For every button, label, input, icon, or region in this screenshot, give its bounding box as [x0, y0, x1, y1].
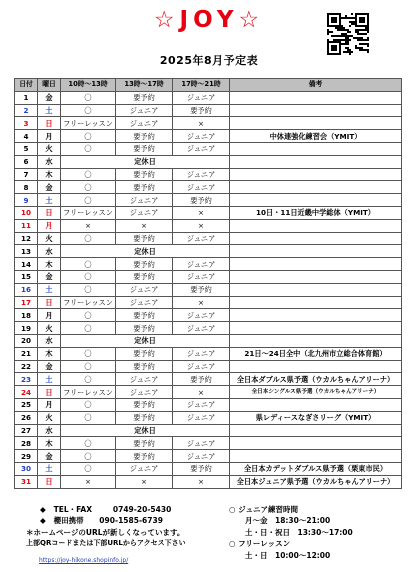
weekday-cell: 火	[38, 322, 61, 335]
table-row	[15, 168, 402, 181]
weekday-cell: 火	[38, 232, 61, 245]
weekday-cell: 金	[38, 91, 61, 104]
slot-morning-cell: フリーレッスン	[61, 296, 116, 309]
date-cell: 5	[15, 142, 38, 155]
date-cell: 13	[15, 245, 38, 258]
slot-afternoon-cell: 要予約	[116, 142, 173, 155]
slot-morning-cell: ×	[61, 475, 116, 488]
table-row	[15, 130, 402, 143]
slot-evening-cell: 要予約	[173, 194, 230, 207]
date-cell: 6	[15, 155, 38, 168]
slot-morning-cell: ×	[61, 219, 116, 232]
table-row	[15, 334, 402, 347]
date-cell: 27	[15, 424, 38, 437]
slot-morning-cell: 〇	[61, 411, 116, 424]
note-cell	[230, 309, 402, 322]
note-cell	[230, 155, 402, 168]
table-row	[15, 219, 402, 232]
weekday-cell: 日	[38, 206, 61, 219]
slot-morning-cell: 〇	[61, 373, 116, 386]
closed-day-cell: 定休日	[61, 334, 230, 347]
slot-evening-cell: ジュニア	[173, 258, 230, 271]
slot-afternoon-cell: 要予約	[116, 437, 173, 450]
junior-weekday-time: 月〜金 18:30〜21:00	[245, 516, 331, 526]
note-cell	[230, 258, 402, 271]
note-cell: 中体連強化練習会（YMIT）	[230, 130, 402, 143]
note-cell	[230, 450, 402, 463]
slot-evening-cell: ジュニア	[173, 398, 230, 411]
practice-times	[229, 504, 353, 561]
weekday-cell: 木	[38, 258, 61, 271]
slot-afternoon-cell: 要予約	[116, 258, 173, 271]
junior-practice-title: ○ ジュニア練習時間	[229, 505, 299, 514]
weekday-cell: 水	[38, 424, 61, 437]
slot-evening-cell: ジュニア	[173, 91, 230, 104]
slot-evening-cell: ×	[173, 475, 230, 488]
note-cell	[230, 360, 402, 373]
table-row	[15, 411, 402, 424]
note-cell	[230, 296, 402, 309]
weekday-cell: 月	[38, 309, 61, 322]
slot-afternoon-cell: ジュニア	[116, 386, 173, 399]
slot-morning-cell: 〇	[61, 398, 116, 411]
table-row	[15, 386, 402, 399]
slot-afternoon-cell: ジュニア	[116, 283, 173, 296]
table-row	[15, 424, 402, 437]
slot-evening-cell: ×	[173, 386, 230, 399]
table-row	[15, 398, 402, 411]
weekday-cell: 日	[38, 475, 61, 488]
note-cell: 21日〜24日全中（北九州市立総合体育館）	[230, 347, 402, 360]
date-cell: 21	[15, 347, 38, 360]
date-cell: 31	[15, 475, 38, 488]
contact-info	[26, 504, 186, 550]
slot-evening-cell: 要予約	[173, 462, 230, 475]
contact-tel: ◆ TEL・FAX 0749-20-5430	[40, 505, 172, 514]
page-title: ☆JOY☆	[153, 7, 265, 33]
slot-morning-cell: 〇	[61, 450, 116, 463]
date-cell: 26	[15, 411, 38, 424]
note-cell	[230, 142, 402, 155]
note-cell	[230, 168, 402, 181]
note-cell	[230, 322, 402, 335]
slot-evening-cell: ×	[173, 117, 230, 130]
table-row	[15, 181, 402, 194]
slot-afternoon-cell: ×	[116, 475, 173, 488]
note-cell	[230, 194, 402, 207]
table-row	[15, 91, 402, 104]
slot-evening-cell: ジュニア	[173, 142, 230, 155]
date-cell: 29	[15, 450, 38, 463]
slot-evening-cell: ジュニア	[173, 181, 230, 194]
note-cell	[230, 424, 402, 437]
slot-morning-cell: 〇	[61, 181, 116, 194]
note-cell	[230, 334, 402, 347]
date-cell: 14	[15, 258, 38, 271]
date-cell: 12	[15, 232, 38, 245]
slot-afternoon-cell: ×	[116, 219, 173, 232]
schedule-subtitle: 2025年8月予定表	[159, 54, 259, 67]
slot-afternoon-cell: ジュニア	[116, 296, 173, 309]
note-cell: 全日本ダブルス県予選（ウカルちゃんアリーナ）	[230, 373, 402, 386]
weekday-cell: 土	[38, 283, 61, 296]
slot-evening-cell: ジュニア	[173, 347, 230, 360]
note-cell	[230, 117, 402, 130]
slot-afternoon-cell: 要予約	[116, 398, 173, 411]
date-cell: 9	[15, 194, 38, 207]
weekday-cell: 金	[38, 181, 61, 194]
note-cell: 全日本ジュニア県予選（ウカルちゃんアリーナ）	[230, 475, 402, 488]
slot-afternoon-cell: 要予約	[116, 450, 173, 463]
slot-morning-cell: フリーレッスン	[61, 386, 116, 399]
table-row	[15, 437, 402, 450]
date-cell: 8	[15, 181, 38, 194]
slot-afternoon-cell: 要予約	[116, 232, 173, 245]
slot-afternoon-cell: 要予約	[116, 168, 173, 181]
weekday-cell: 月	[38, 219, 61, 232]
weekday-cell: 日	[38, 386, 61, 399]
table-row	[15, 117, 402, 130]
slot-morning-cell: フリーレッスン	[61, 206, 116, 219]
slot-evening-cell: ×	[173, 219, 230, 232]
note-cell	[230, 104, 402, 117]
weekday-cell: 木	[38, 168, 61, 181]
contact-mobile: ◆ 櫻田携帯 090-1585-6739	[40, 516, 163, 526]
date-cell: 18	[15, 309, 38, 322]
table-row	[15, 450, 402, 463]
weekday-cell: 火	[38, 411, 61, 424]
weekday-cell: 金	[38, 270, 61, 283]
weekday-cell: 水	[38, 155, 61, 168]
table-row	[15, 104, 402, 117]
weekday-cell: 土	[38, 373, 61, 386]
slot-morning-cell: 〇	[61, 283, 116, 296]
date-cell: 16	[15, 283, 38, 296]
slot-morning-cell: 〇	[61, 168, 116, 181]
note-cell	[230, 245, 402, 258]
schedule-table	[14, 78, 402, 489]
slot-evening-cell: ジュニア	[173, 168, 230, 181]
date-cell: 17	[15, 296, 38, 309]
slot-afternoon-cell: ジュニア	[116, 117, 173, 130]
qr-code-icon[interactable]	[327, 13, 369, 55]
slot-evening-cell: 要予約	[173, 373, 230, 386]
note-cell	[230, 283, 402, 296]
header-weekday: 曜日	[38, 79, 61, 92]
note-cell	[230, 219, 402, 232]
table-row	[15, 360, 402, 373]
junior-weekend-time: 土・日・祝日 13:30〜17:00	[245, 527, 353, 537]
table-row	[15, 373, 402, 386]
note-cell	[230, 232, 402, 245]
weekday-cell: 金	[38, 450, 61, 463]
date-cell: 1	[15, 91, 38, 104]
slot-morning-cell: 〇	[61, 270, 116, 283]
date-cell: 30	[15, 462, 38, 475]
note-cell	[230, 270, 402, 283]
table-row	[15, 142, 402, 155]
slot-morning-cell: 〇	[61, 322, 116, 335]
note-cell	[230, 181, 402, 194]
header-evening: 17時〜21時	[173, 79, 230, 92]
table-row	[15, 258, 402, 271]
slot-afternoon-cell: 要予約	[116, 91, 173, 104]
slot-afternoon-cell: ジュニア	[116, 104, 173, 117]
homepage-link[interactable]: https://joy-hikone.shopinfo.jp/	[39, 557, 129, 564]
qr-notice: 上部QRコードまたは下部URLからアクセス下さい	[26, 539, 186, 548]
weekday-cell: 土	[38, 104, 61, 117]
date-cell: 15	[15, 270, 38, 283]
note-cell: 県レディースなぎさリーグ（YMIT）	[230, 411, 402, 424]
slot-morning-cell: 〇	[61, 437, 116, 450]
slot-morning-cell: 〇	[61, 360, 116, 373]
note-cell: 全日本カデットダブルス県予選（栗東市民）	[230, 462, 402, 475]
date-cell: 7	[15, 168, 38, 181]
table-row	[15, 206, 402, 219]
slot-afternoon-cell: ジュニア	[116, 373, 173, 386]
slot-evening-cell: ジュニア	[173, 322, 230, 335]
slot-evening-cell: ジュニア	[173, 437, 230, 450]
slot-evening-cell: 要予約	[173, 283, 230, 296]
slot-afternoon-cell: 要予約	[116, 309, 173, 322]
table-row	[15, 155, 402, 168]
date-cell: 11	[15, 219, 38, 232]
slot-evening-cell: ジュニア	[173, 411, 230, 424]
slot-morning-cell: 〇	[61, 104, 116, 117]
table-row	[15, 309, 402, 322]
slot-morning-cell: 〇	[61, 347, 116, 360]
slot-morning-cell: 〇	[61, 91, 116, 104]
weekday-cell: 水	[38, 245, 61, 258]
weekday-cell: 土	[38, 462, 61, 475]
slot-morning-cell: 〇	[61, 130, 116, 143]
note-cell	[230, 91, 402, 104]
closed-day-cell: 定休日	[61, 155, 230, 168]
table-row	[15, 347, 402, 360]
table-row	[15, 232, 402, 245]
closed-day-cell: 定休日	[61, 245, 230, 258]
slot-morning-cell: 〇	[61, 462, 116, 475]
slot-evening-cell: ジュニア	[173, 360, 230, 373]
slot-afternoon-cell: 要予約	[116, 411, 173, 424]
note-cell	[230, 437, 402, 450]
date-cell: 28	[15, 437, 38, 450]
date-cell: 24	[15, 386, 38, 399]
slot-afternoon-cell: 要予約	[116, 347, 173, 360]
slot-evening-cell: ジュニア	[173, 450, 230, 463]
table-row	[15, 270, 402, 283]
slot-morning-cell: 〇	[61, 309, 116, 322]
slot-evening-cell: 要予約	[173, 104, 230, 117]
date-cell: 4	[15, 130, 38, 143]
table-row	[15, 245, 402, 258]
header-date: 日付	[15, 79, 38, 92]
slot-evening-cell: ×	[173, 296, 230, 309]
slot-evening-cell: ジュニア	[173, 270, 230, 283]
weekday-cell: 金	[38, 360, 61, 373]
slot-morning-cell: 〇	[61, 142, 116, 155]
note-cell: 10日・11日近畿中学総体（YMIT）	[230, 206, 402, 219]
slot-morning-cell: 〇	[61, 258, 116, 271]
url-notice: ＊ホームページのURLが新しくなっています。	[26, 527, 185, 537]
header-morning: 10時〜13時	[61, 79, 116, 92]
date-cell: 20	[15, 334, 38, 347]
slot-morning-cell: 〇	[61, 194, 116, 207]
header-notes: 備考	[230, 79, 402, 92]
note-cell	[230, 398, 402, 411]
slot-afternoon-cell: 要予約	[116, 270, 173, 283]
free-lesson-time: 土・日 10:00〜12:00	[245, 550, 331, 560]
weekday-cell: 水	[38, 334, 61, 347]
table-row	[15, 283, 402, 296]
table-row	[15, 462, 402, 475]
slot-afternoon-cell: 要予約	[116, 360, 173, 373]
weekday-cell: 日	[38, 117, 61, 130]
weekday-cell: 火	[38, 142, 61, 155]
table-row	[15, 475, 402, 488]
weekday-cell: 木	[38, 437, 61, 450]
header-afternoon: 13時〜17時	[116, 79, 173, 92]
weekday-cell: 日	[38, 296, 61, 309]
slot-afternoon-cell: ジュニア	[116, 462, 173, 475]
weekday-cell: 月	[38, 130, 61, 143]
table-row	[15, 194, 402, 207]
slot-afternoon-cell: 要予約	[116, 181, 173, 194]
date-cell: 2	[15, 104, 38, 117]
date-cell: 10	[15, 206, 38, 219]
date-cell: 23	[15, 373, 38, 386]
date-cell: 3	[15, 117, 38, 130]
closed-day-cell: 定休日	[61, 424, 230, 437]
weekday-cell: 木	[38, 347, 61, 360]
slot-afternoon-cell: ジュニア	[116, 206, 173, 219]
date-cell: 19	[15, 322, 38, 335]
slot-afternoon-cell: ジュニア	[116, 194, 173, 207]
slot-evening-cell: ×	[173, 206, 230, 219]
slot-evening-cell: ジュニア	[173, 309, 230, 322]
date-cell: 25	[15, 398, 38, 411]
date-cell: 22	[15, 360, 38, 373]
slot-afternoon-cell: 要予約	[116, 130, 173, 143]
weekday-cell: 土	[38, 194, 61, 207]
slot-morning-cell: 〇	[61, 232, 116, 245]
free-lesson-title: ○ フリーレッスン	[229, 539, 291, 549]
slot-evening-cell: ジュニア	[173, 130, 230, 143]
note-cell: 全日本シングルス県予選（ウカルちゃんアリーナ）	[230, 386, 402, 399]
table-header-row	[15, 79, 402, 92]
slot-evening-cell: ジュニア	[173, 232, 230, 245]
slot-afternoon-cell: 要予約	[116, 322, 173, 335]
slot-morning-cell: フリーレッスン	[61, 117, 116, 130]
table-row	[15, 296, 402, 309]
weekday-cell: 月	[38, 398, 61, 411]
table-row	[15, 322, 402, 335]
